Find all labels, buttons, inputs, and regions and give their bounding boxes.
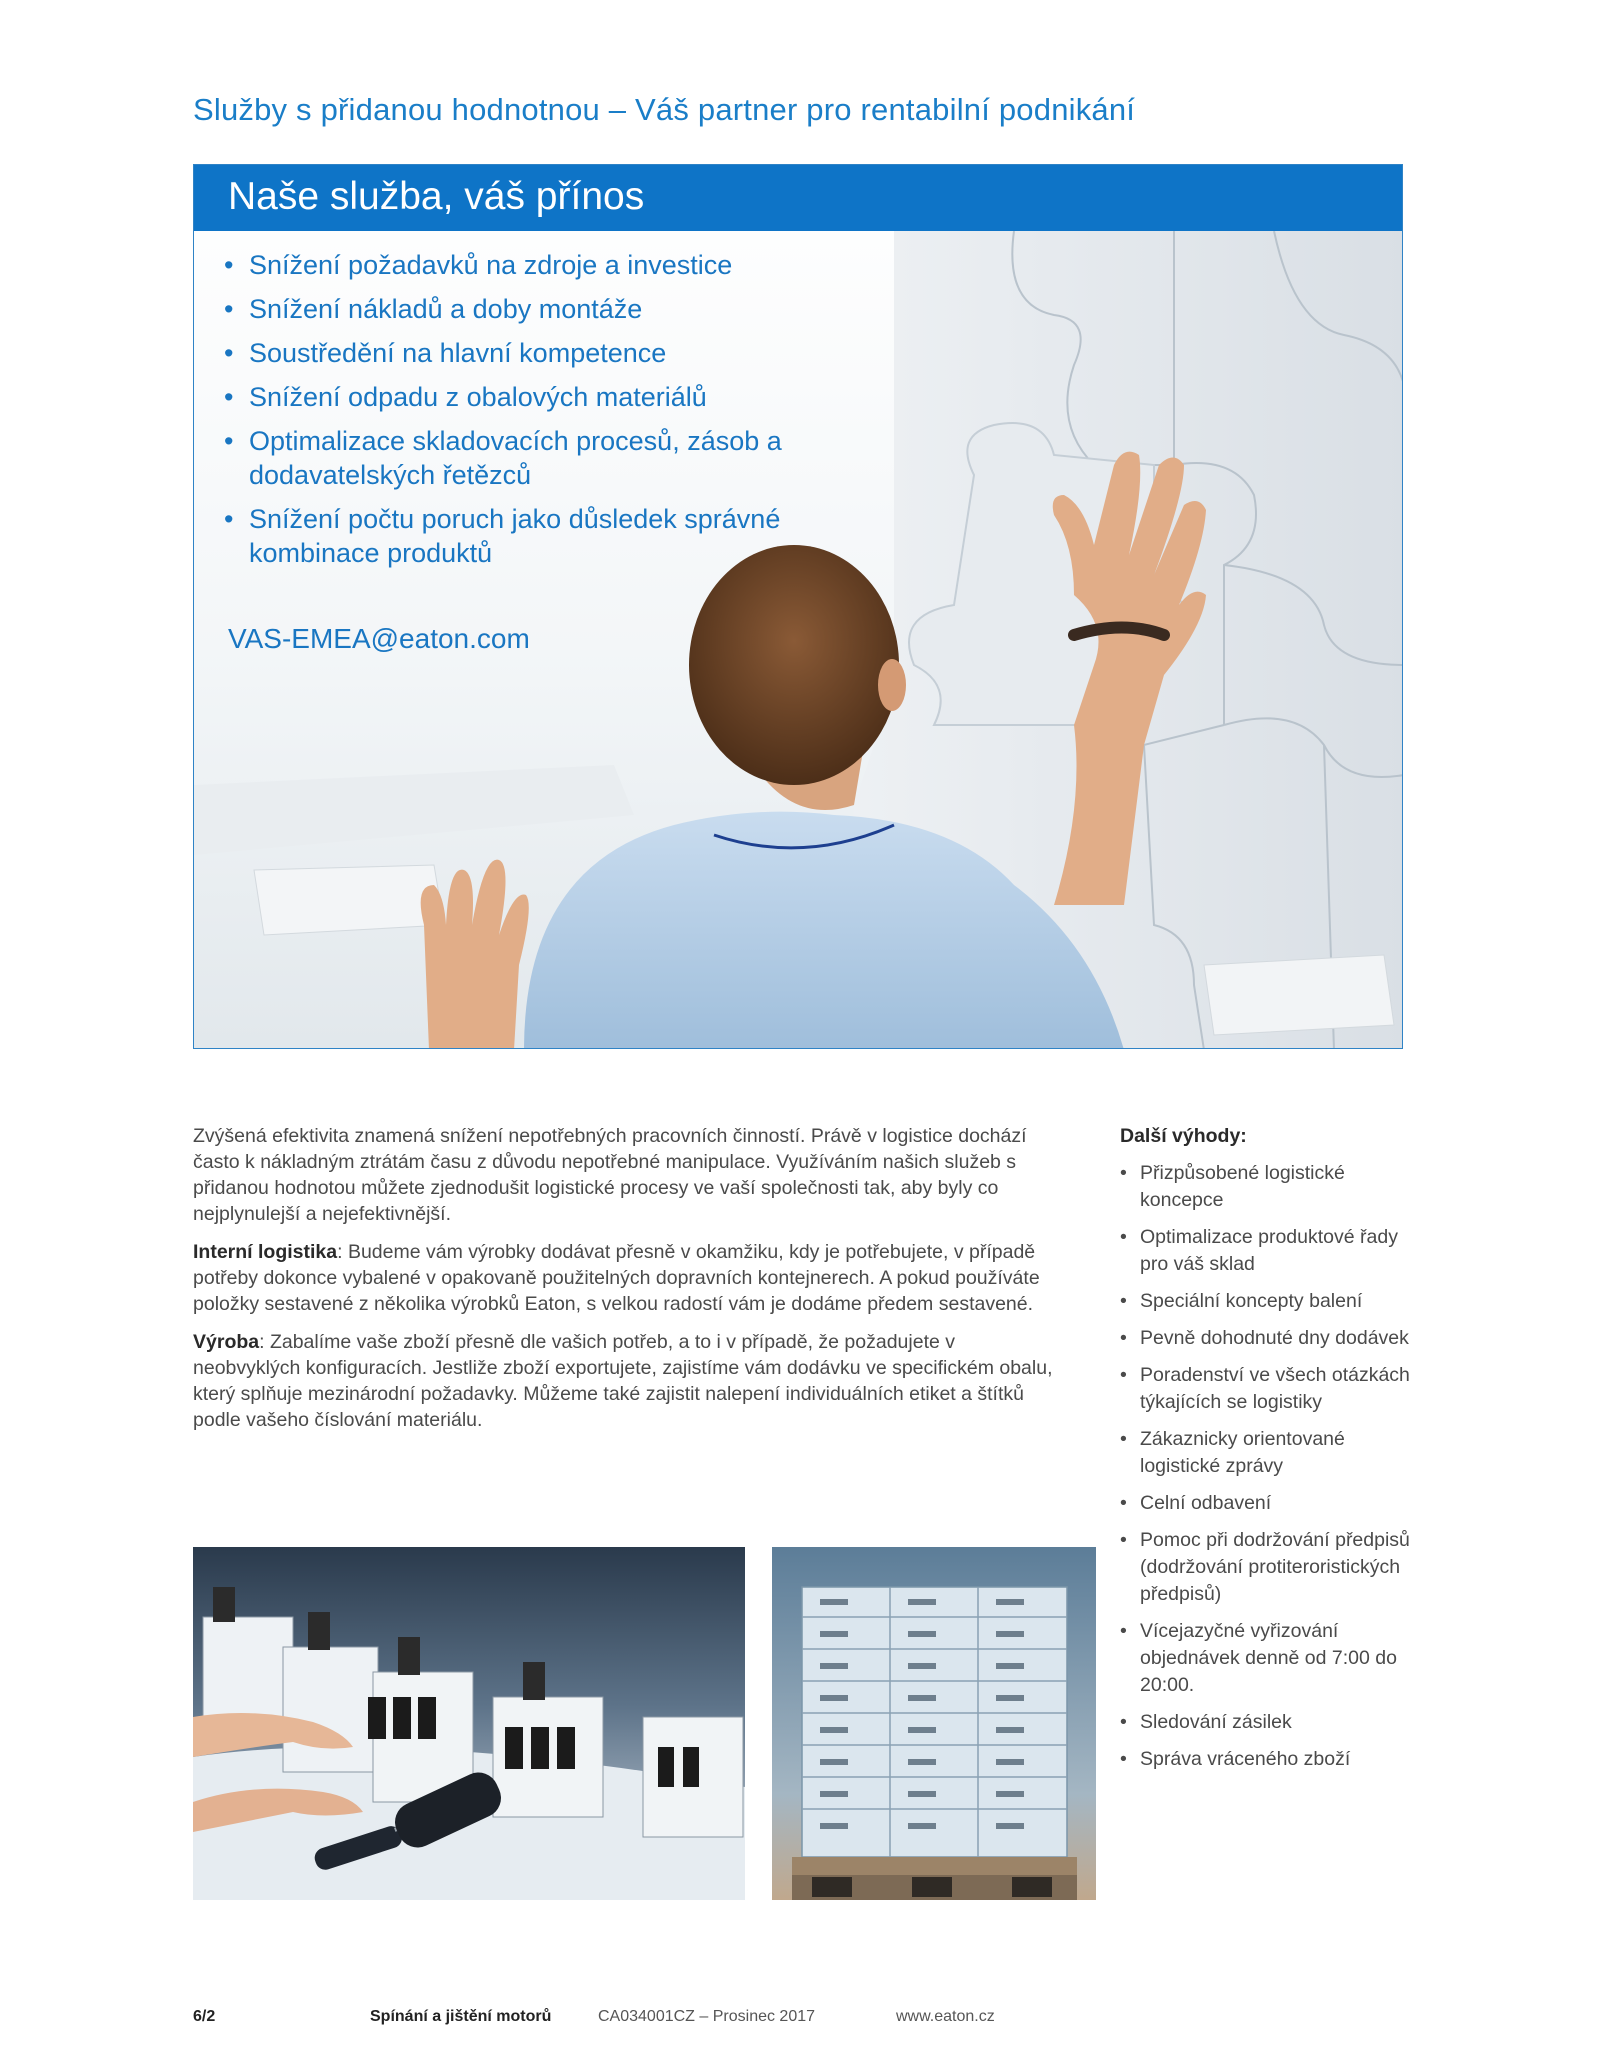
main-text: [193, 1123, 1063, 1445]
circuit-breakers-photo: [193, 1547, 745, 1900]
list-item: • Speciální koncepty balení: [1120, 1288, 1410, 1315]
list-item: • Zákaznicky orientované logistické zprávy: [1120, 1426, 1410, 1480]
benefit-item: • Snížení nákladů a doby montáže: [224, 292, 864, 326]
internal-logistics-text: : Budeme vám výrobky dodávat přesně v okamžiku, kdy je potřebujete, v případě potřeby dokonce vybalené v opakovaně použitelných dopravních kontejnerech. A pokud používáte položky sestavené z několika výrobků Eaton, s velkou radostí vám je dodáme předem sestavené.: [193, 1241, 1040, 1315]
production-label: Výroba: [193, 1331, 260, 1353]
list-item: • Sledování zásilek: [1120, 1709, 1410, 1736]
additional-benefits-heading: Další výhody:: [1120, 1125, 1247, 1147]
contact-email-link[interactable]: VAS-EMEA@eaton.com: [228, 623, 530, 654]
list-item: • Poradenství ve všech otázkách týkajících se logistiky: [1120, 1362, 1410, 1416]
internal-logistics-paragraph: [193, 1239, 1063, 1317]
benefit-item: • Snížení počtu poruch jako důsledek správné kombinace produktů: [224, 502, 864, 570]
production-text: : Zabalíme vaše zboží přesně dle vašich potřeb, a to i v případě, že požadujete v neobvyklých konfiguracích. Jestliže zboží exportujete, zajistíme vám dodávku ve specifickém obalu, který splňuje mezinárodní požadavky. Můžeme také zajistit nalepení individuálních etiket a štítků podle vašeho číslování materiálu.: [193, 1331, 1053, 1431]
hero-panel: [193, 164, 1403, 1049]
list-item: • Vícejazyčné vyřizování objednávek denně od 7:00 do 20:00.: [1120, 1618, 1410, 1699]
footer-section: Spínání a jištění motorů: [370, 2008, 552, 2025]
benefit-item: • Snížení požadavků na zdroje a investice: [224, 248, 864, 282]
intro-paragraph: Zvýšená efektivita znamená snížení nepotřebných pracovních činností. Právě v logistice dochází často k nákladným ztrátám času z důvodu nepotřebné manipulace. Využíváním našich služeb s přidanou hodnotou můžete zjednodušit logistické procesy ve vaší společnosti tak, aby byly co nejplynulejší a nejefektivnější.: [193, 1125, 1027, 1225]
additional-benefits-list: [1120, 1160, 1410, 1773]
pallet-boxes-photo: [772, 1547, 1096, 1900]
internal-logistics-label: Interní logistika: [193, 1241, 338, 1263]
list-item: • Optimalizace produktové řady pro váš sklad: [1120, 1224, 1410, 1278]
list-item: • Přizpůsobené logistické koncepce: [1120, 1160, 1410, 1214]
list-item: • Celní odbavení: [1120, 1490, 1410, 1517]
list-item: • Správa vráceného zboží: [1120, 1746, 1410, 1773]
footer-website-link[interactable]: www.eaton.cz: [896, 2008, 995, 2025]
benefit-item: • Optimalizace skladovacích procesů, zásob a dodavatelských řetězců: [224, 424, 864, 492]
page-number: 6/2: [193, 2008, 216, 2025]
production-paragraph: [193, 1329, 1063, 1433]
list-item: • Pomoc při dodržování předpisů (dodržování protiteroristických předpisů): [1120, 1527, 1410, 1608]
benefits-list: [224, 248, 864, 580]
list-item: • Pevně dohodnuté dny dodávek: [1120, 1325, 1410, 1352]
benefit-item: • Soustředění na hlavní kompetence: [224, 336, 864, 370]
additional-benefits: [1120, 1123, 1410, 1783]
page-title: Služby s přidanou hodnotnou – Váš partner pro rentabilní podnikání: [193, 92, 1136, 127]
footer-code: CA034001CZ – Prosinec 2017: [598, 2008, 816, 2025]
hero-heading: Naše služba, váš přínos: [228, 175, 645, 218]
benefit-item: • Snížení odpadu z obalových materiálů: [224, 380, 864, 414]
hero-banner: [194, 165, 1402, 231]
